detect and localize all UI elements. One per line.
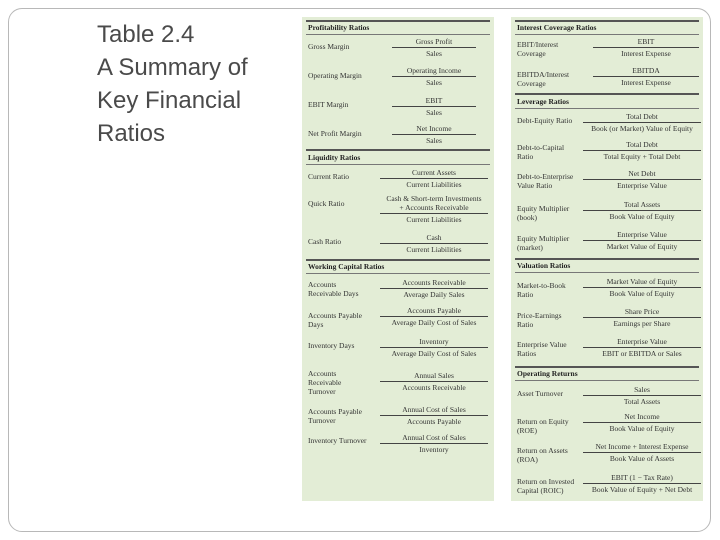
formula-numerator: EBITDA (632, 66, 660, 75)
section-header-working-capital: Working Capital Ratios (308, 262, 385, 271)
formula-denominator: Enterprise Value (583, 179, 701, 190)
formula-denominator: Book (or Market) Value of Equity (583, 122, 701, 133)
formula-numerator: Cash (426, 233, 442, 242)
section-rule (306, 273, 490, 274)
formula-denominator: Average Daily Cost of Sales (380, 347, 488, 358)
formula-denominator: Accounts Receivable (380, 381, 488, 392)
section-rule (515, 108, 699, 109)
title-line: Ratios (97, 120, 166, 147)
section-header-leverage: Leverage Ratios (517, 97, 569, 106)
ratio-label-gross-margin: Gross Margin (308, 42, 350, 51)
ratio-label-inventory-days: Inventory Days (308, 341, 355, 350)
formula-numerator: Net Income + Interest Expense (595, 442, 689, 451)
title-line: Key Financial (97, 87, 242, 114)
section-rule (515, 380, 699, 381)
ratio-formula-market-to-book (583, 277, 701, 298)
ratio-formula-debt-to-ev (583, 169, 701, 190)
ratio-label-ebit-margin: EBIT Margin (308, 100, 349, 109)
ratio-formula-price-earnings (583, 307, 701, 328)
formula-numerator: Accounts Payable (407, 306, 461, 315)
ratio-formula-ap-days (380, 306, 488, 327)
ratio-formula-ar-turnover (380, 371, 488, 392)
formula-numerator: Sales (634, 385, 650, 394)
ratio-formula-net-profit-margin (392, 124, 476, 145)
section-header-operating-returns: Operating Returns (517, 369, 578, 378)
formula-numerator: Inventory (419, 337, 449, 346)
ratio-label-ebit-interest-coverage: EBIT/Interest Coverage (517, 40, 559, 58)
ratio-formula-ap-turnover (380, 405, 488, 426)
formula-numerator: Annual Sales (414, 371, 454, 380)
formula-numerator: EBIT (425, 96, 443, 105)
formula-denominator: Market Value of Equity (583, 240, 701, 251)
formula-denominator: Inventory (380, 443, 488, 454)
formula-numerator: Enterprise Value (617, 230, 667, 239)
section-rule (515, 258, 699, 260)
ratio-label-inventory-turnover: Inventory Turnover (308, 436, 367, 445)
ratio-formula-enterprise-value-ratios (583, 337, 701, 358)
section-rule (515, 34, 699, 35)
ratio-label-enterprise-value-ratios: Enterprise Value Ratios (517, 340, 567, 358)
slide-title (97, 18, 292, 150)
ratio-label-quick-ratio: Quick Ratio (308, 199, 345, 208)
section-rule (306, 34, 490, 35)
ratio-formula-equity-multiplier-market (583, 230, 701, 251)
formula-numerator: Net Income (416, 124, 452, 133)
formula-numerator-line2: + Accounts Receivable (399, 203, 469, 212)
title-line: A Summary of (97, 54, 248, 81)
formula-denominator: Book Value of Equity + Net Debt (583, 483, 701, 494)
ratio-formula-ebitda-interest-coverage (593, 66, 699, 87)
formula-denominator: Book Value of Equity (583, 287, 701, 298)
ratio-label-net-profit-margin: Net Profit Margin (308, 129, 362, 138)
section-header-interest-coverage: Interest Coverage Ratios (517, 23, 597, 32)
section-rule (306, 259, 490, 261)
formula-denominator: Interest Expense (593, 47, 699, 58)
ratios-table-right-panel (511, 17, 703, 501)
formula-denominator: Earnings per Share (583, 317, 701, 328)
ratio-formula-asset-turnover (583, 385, 701, 406)
formula-denominator: Current Liabilities (380, 178, 488, 189)
section-header-liquidity: Liquidity Ratios (308, 153, 361, 162)
formula-numerator: EBIT (637, 37, 655, 46)
formula-denominator: Average Daily Cost of Sales (380, 316, 488, 327)
ratio-formula-current-ratio (380, 168, 488, 189)
formula-numerator: Annual Cost of Sales (402, 433, 466, 442)
section-rule (515, 93, 699, 95)
ratio-label-current-ratio: Current Ratio (308, 172, 350, 181)
ratio-label-debt-equity: Debt-Equity Ratio (517, 116, 573, 125)
ratio-formula-operating-margin (392, 66, 476, 87)
formula-numerator: Enterprise Value (617, 337, 667, 346)
section-rule (306, 164, 490, 165)
formula-denominator: EBIT or EBITDA or Sales (583, 347, 701, 358)
title-line: Table 2.4 (97, 21, 195, 48)
ratio-label-asset-turnover: Asset Turnover (517, 389, 564, 398)
ratio-label-ap-days: Accounts Payable Days (308, 311, 362, 329)
formula-denominator: Current Liabilities (380, 243, 488, 254)
formula-numerator: Market Value of Equity (606, 277, 678, 286)
formula-denominator: Total Equity + Total Debt (583, 150, 701, 161)
formula-numerator: Total Debt (626, 140, 658, 149)
section-rule (515, 20, 699, 22)
ratio-formula-debt-equity (583, 112, 701, 133)
ratio-formula-ebit-margin (392, 96, 476, 117)
ratio-formula-roic (583, 473, 701, 494)
ratio-label-ar-days: Accounts Receivable Days (308, 280, 359, 298)
formula-numerator: EBIT (1 − Tax Rate) (611, 473, 673, 482)
formula-numerator: Accounts Receivable (402, 278, 466, 287)
ratio-label-equity-multiplier-book: Equity Multiplier (book) (517, 204, 570, 222)
formula-numerator: Current Assets (412, 168, 456, 177)
ratio-formula-cash-ratio (380, 233, 488, 254)
ratio-formula-gross-margin (392, 37, 476, 58)
ratio-label-ebitda-interest-coverage: EBITDA/Interest Coverage (517, 70, 570, 88)
ratios-table-left-panel (302, 17, 494, 501)
ratio-formula-ar-days (380, 278, 488, 299)
formula-denominator: Total Assets (583, 395, 701, 406)
section-header-valuation: Valuation Ratios (517, 261, 571, 270)
ratio-formula-roe (583, 412, 701, 433)
ratio-label-debt-to-capital: Debt-to-Capital Ratio (517, 143, 565, 161)
formula-denominator: Average Daily Sales (380, 288, 488, 299)
formula-denominator: Sales (392, 134, 476, 145)
ratio-label-equity-multiplier-market: Equity Multiplier (market) (517, 234, 570, 252)
formula-denominator: Sales (392, 106, 476, 117)
formula-numerator: Annual Cost of Sales (402, 405, 466, 414)
ratio-label-operating-margin: Operating Margin (308, 71, 362, 80)
formula-numerator: Net Debt (628, 169, 656, 178)
ratio-label-market-to-book: Market-to-Book Ratio (517, 281, 566, 299)
formula-denominator: Book Value of Equity (583, 210, 701, 221)
formula-numerator: Operating Income (406, 66, 462, 75)
ratio-formula-ebit-interest-coverage (593, 37, 699, 58)
section-rule (306, 149, 490, 151)
ratio-label-cash-ratio: Cash Ratio (308, 237, 342, 246)
ratio-formula-inventory-turnover (380, 433, 488, 454)
formula-numerator: Total Assets (623, 200, 661, 209)
ratio-formula-quick-ratio (380, 194, 488, 224)
formula-denominator: Book Value of Assets (583, 452, 701, 463)
formula-denominator: Current Liabilities (380, 213, 488, 224)
ratio-label-roic: Return on Invested Capital (ROIC) (517, 477, 575, 495)
ratio-formula-debt-to-capital (583, 140, 701, 161)
section-rule (306, 20, 490, 22)
section-rule (515, 366, 699, 368)
formula-denominator: Sales (392, 47, 476, 58)
ratio-label-ar-turnover: Accounts Receivable Turnover (308, 369, 342, 396)
formula-denominator: Interest Expense (593, 76, 699, 87)
formula-denominator: Sales (392, 76, 476, 87)
section-header-profitability: Profitability Ratios (308, 23, 370, 32)
ratio-label-roa: Return on Assets (ROA) (517, 446, 568, 464)
formula-denominator: Accounts Payable (380, 415, 488, 426)
ratio-label-debt-to-ev: Debt-to-Enterprise Value Ratio (517, 172, 574, 190)
formula-numerator: Total Debt (626, 112, 658, 121)
formula-numerator: Share Price (624, 307, 660, 316)
ratio-formula-equity-multiplier-book (583, 200, 701, 221)
ratio-formula-inventory-days (380, 337, 488, 358)
ratio-label-roe: Return on Equity (ROE) (517, 417, 569, 435)
ratio-label-ap-turnover: Accounts Payable Turnover (308, 407, 362, 425)
ratio-formula-roa (583, 442, 701, 463)
formula-denominator: Book Value of Equity (583, 422, 701, 433)
section-rule (515, 272, 699, 273)
formula-numerator: Gross Profit (415, 37, 453, 46)
formula-numerator: Cash & Short-term Investments (386, 194, 482, 203)
formula-numerator: Net Income (624, 412, 660, 421)
ratio-label-price-earnings: Price-Earnings Ratio (517, 311, 562, 329)
